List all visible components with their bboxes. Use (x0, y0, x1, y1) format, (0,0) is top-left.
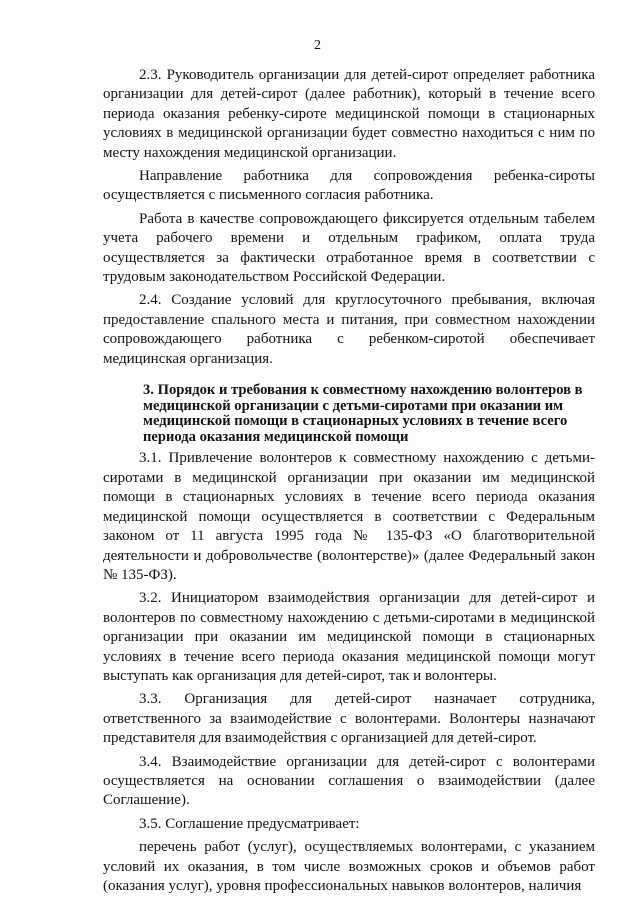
paragraph-3-1: 3.1. Привлечение волонтеров к совместному нахождению с детьми-сиротами в медицинской организации при оказании им медицинской помощи в стационарных условиях в течение всего периода оказания медицинской помощи осуществляется в соответствии с Федеральным законом от 11 августа 1995 года № 135-ФЗ «О благотворительной деятельности и добровольчестве (волонтерстве)» (далее Федеральный закон № 135-ФЗ). (103, 450, 595, 583)
paragraph-3-3: 3.3. Организация для детей-сирот назначает сотрудника, ответственного за взаимодействие с волонтерами. Волонтеры назначают представителя для взаимодействия с организацией для детей-сирот. (103, 691, 595, 747)
document-body (103, 66, 595, 900)
section-3-heading-line: периода оказания медицинской помощи (143, 428, 409, 445)
paragraph-3-5-list-item: перечень работ (услуг), осуществляемых волонтерами, с указанием условий их оказания, в том числе возможных сроков и объемов работ (оказания услуг), уровня профессиональных навыков волонтеров, наличия (103, 839, 595, 894)
paragraph-3-5: 3.5. Соглашение предусматривает: (139, 815, 360, 832)
paragraph-3-2: 3.2. Инициатором взаимодействия организации для детей-сирот и волонтеров по совместному нахождению с детьми-сиротами в медицинской организации при оказании им медицинской помощи в стационарных условиях в течение всего периода оказания медицинской помощи могут выступать как организация для детей-сирот, так и волонтеры. (103, 590, 595, 684)
paragraph-3-4: 3.4. Взаимодействие организации для детей-сирот с волонтерами осуществляется на основании соглашения о взаимодействии (далее Соглашение). (103, 753, 595, 809)
section-3-heading (103, 383, 595, 445)
page-number: 2 (314, 38, 321, 53)
paragraph-2-4: 2.4. Создание условий для круглосуточного пребывания, включая предоставление спального места и питания, при совместном нахождении сопровождающего работника с ребенком-сиротой обеспечивает медицинская организация. (103, 292, 595, 367)
paragraph-2-3-timesheet: Работа в качестве сопровождающего фиксируется отдельным табелем учета рабочего времени и отдельным графиком, оплата труда осуществляется за фактически отработанное время в соответствии с трудовым законодательством Российской Федерации. (103, 210, 595, 286)
paragraph-2-3: 2.3. Руководитель организации для детей-сирот определяет работника организации для детей-сирот (далее работник), который в течение всего периода оказания ребенку-сироте медицинской помощи в стационарных условиях в медицинской организации будет совместно находиться с ним по месту нахождения медицинской организации. (103, 67, 595, 161)
section-3-heading-line: медицинской помощи в стационарных условиях в течение всего (143, 413, 568, 430)
section-3-heading-line: 3. Порядок и требования к совместному нахождению волонтеров в (143, 382, 583, 399)
section-3-heading-line: медицинской организации с детьми-сиротами при оказании им (143, 397, 564, 414)
paragraph-2-3-direction: Направление работника для сопровождения ребенка-сироты осуществляется с письменного согласия работника. (103, 168, 595, 204)
